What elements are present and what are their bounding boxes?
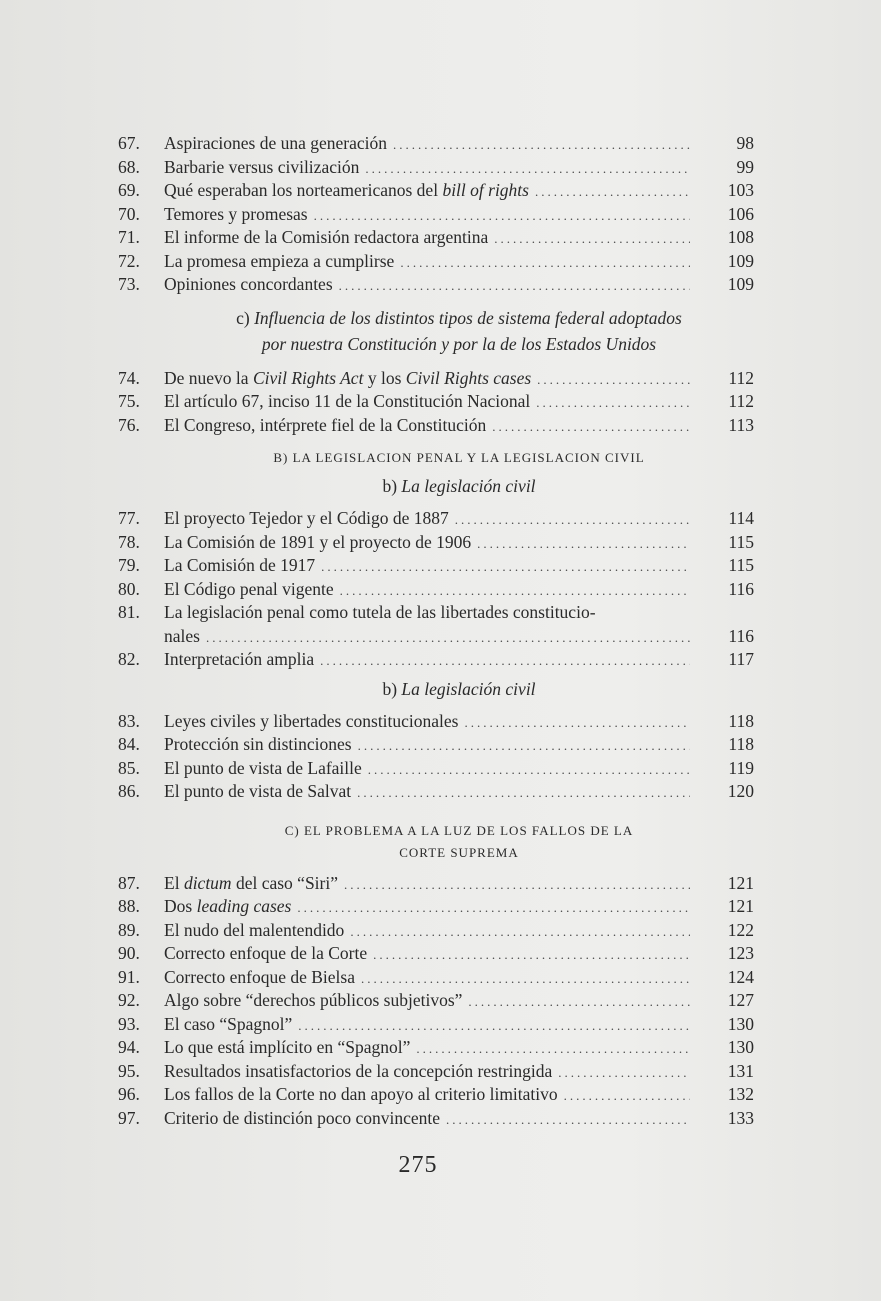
- entry-page: 121: [727, 896, 754, 916]
- entry-number: 83.: [118, 710, 140, 731]
- section-heading-C: [118, 820, 754, 864]
- entry-page: 133: [727, 1107, 754, 1128]
- entry-title: El Congreso, intérprete fiel de la Constitución: [164, 414, 487, 435]
- toc-entry: [118, 507, 754, 531]
- entry-page: 117: [728, 649, 754, 669]
- table-of-contents: [118, 132, 754, 1130]
- entry-number: 95.: [118, 1060, 140, 1081]
- entry-title: Leyes civiles y libertades constitucionales: [164, 710, 459, 731]
- entry-title-italic: bill of rights: [442, 180, 529, 200]
- toc-entry: [118, 554, 754, 578]
- subsection-heading: [118, 473, 754, 499]
- entry-page: 118: [728, 734, 754, 754]
- dot-leader: [339, 274, 690, 298]
- subsection-prefix: b): [382, 678, 402, 699]
- subsection-heading: [118, 676, 754, 702]
- dot-leader: [298, 1014, 690, 1038]
- toc-entry: [118, 156, 754, 180]
- dot-leader: [393, 133, 690, 157]
- section-heading-line2: por nuestra Constitución y por la de los Estados Unidos: [261, 333, 657, 354]
- entry-number: 72.: [118, 250, 140, 271]
- toc-entry: [118, 250, 754, 274]
- entry-number: 91.: [118, 966, 140, 987]
- entry-title: La promesa empieza a cumplirse: [164, 250, 395, 271]
- entry-title: [164, 367, 531, 391]
- entry-page: 114: [728, 508, 754, 528]
- section-heading-line1: Influencia de los distintos tipos de sistema federal adoptados: [254, 307, 682, 328]
- entry-number: 74.: [118, 367, 140, 388]
- entry-title: Opiniones concordantes: [164, 274, 333, 294]
- entry-page: 124: [727, 966, 754, 987]
- entry-number: 70.: [118, 203, 140, 224]
- dot-leader: [494, 227, 690, 251]
- toc-entry: [118, 390, 754, 414]
- entry-number: 79.: [118, 555, 140, 575]
- entry-title: [164, 872, 338, 896]
- dot-leader: [314, 204, 690, 228]
- entry-page: 108: [727, 227, 754, 247]
- subsection-prefix: b): [382, 476, 402, 496]
- entry-page: 113: [728, 414, 754, 435]
- entry-page: 112: [728, 367, 754, 388]
- entry-page: 98: [736, 133, 754, 153]
- entry-page: 130: [727, 1037, 754, 1057]
- page-number: 275: [398, 1152, 438, 1178]
- section-heading-influencia: [118, 305, 754, 357]
- entry-title-text: De nuevo la: [164, 367, 253, 388]
- entry-number: 73.: [118, 274, 140, 294]
- dot-leader: [373, 943, 690, 967]
- dot-leader: [340, 579, 690, 603]
- dot-leader: [536, 391, 690, 415]
- entry-title: Temores y promesas: [164, 203, 308, 224]
- dot-leader: [320, 649, 690, 673]
- entry-number: 90.: [118, 943, 140, 963]
- entry-page: 123: [727, 943, 754, 963]
- entry-number: 78.: [118, 531, 140, 552]
- entry-number: 89.: [118, 919, 140, 940]
- entry-title: Interpretación amplia: [164, 649, 315, 669]
- toc-entry: [118, 942, 754, 966]
- entry-page: 130: [727, 1013, 754, 1034]
- dot-leader: [446, 1108, 690, 1132]
- toc-entry: [118, 648, 754, 672]
- entry-number: 76.: [118, 414, 140, 435]
- entry-page: 106: [727, 203, 754, 224]
- toc-entry: [118, 578, 754, 602]
- entry-page: 99: [736, 156, 754, 177]
- entry-title-line1: La legislación penal como tutela de las libertades constitucio-: [164, 602, 596, 622]
- section-heading-line2: CORTE SUPREMA: [399, 844, 519, 860]
- entry-number: 71.: [118, 227, 140, 247]
- entry-number: 82.: [118, 649, 140, 669]
- dot-leader: [344, 873, 690, 897]
- toc-entry: [118, 531, 754, 555]
- entry-title: La Comisión de 1917: [164, 555, 316, 575]
- entry-title-italic: Civil Rights cases: [405, 367, 532, 388]
- subsection-title: La legislación civil: [401, 678, 536, 699]
- section-prefix: c): [236, 307, 255, 328]
- entry-title: El punto de vista de Salvat: [164, 781, 352, 801]
- entry-title: El Código penal vigente: [164, 578, 334, 599]
- toc-entry: [118, 710, 754, 734]
- dot-leader: [564, 1084, 690, 1108]
- dot-leader: [350, 920, 690, 944]
- toc-entry: [118, 966, 754, 990]
- subsection-title: La legislación civil: [401, 476, 536, 496]
- entry-number: 85.: [118, 757, 140, 778]
- entry-title-line2: nales: [164, 625, 200, 646]
- entry-page: 103: [727, 180, 754, 200]
- dot-leader: [465, 711, 691, 735]
- entry-number: 69.: [118, 180, 140, 200]
- toc-entry: [118, 872, 754, 896]
- toc-entry: [118, 367, 754, 391]
- toc-entry: [118, 179, 754, 203]
- entry-page: 131: [727, 1060, 754, 1081]
- toc-entry: [118, 601, 754, 648]
- dot-leader: [357, 781, 690, 805]
- dot-leader: [321, 555, 690, 579]
- entry-title-italic: leading cases: [196, 896, 292, 916]
- entry-title: Lo que está implícito en “Spagnol”: [164, 1037, 411, 1057]
- entry-number: 84.: [118, 734, 140, 754]
- dot-leader: [558, 1061, 690, 1085]
- entry-page: 119: [728, 757, 754, 778]
- dot-leader: [492, 415, 690, 439]
- entry-title: El artículo 67, inciso 11 de la Constitución Nacional: [164, 391, 531, 411]
- entry-title-text: El: [164, 872, 184, 893]
- entry-number: 67.: [118, 133, 140, 153]
- entry-title: El proyecto Tejedor y el Código de 1887: [164, 508, 449, 528]
- toc-entry: [118, 414, 754, 438]
- dot-leader: [400, 251, 690, 275]
- dot-leader: [361, 967, 690, 991]
- entry-number: 94.: [118, 1037, 140, 1057]
- section-heading-B: B) LA LEGISLACION PENAL Y LA LEGISLACION CIVIL: [273, 450, 645, 465]
- entry-title: El caso “Spagnol”: [164, 1013, 293, 1034]
- toc-entry: [118, 203, 754, 227]
- toc-entry: [118, 757, 754, 781]
- toc-entry: [118, 273, 754, 297]
- entry-title: El punto de vista de Lafaille: [164, 757, 362, 778]
- entry-page: 120: [727, 781, 754, 801]
- entry-page: 122: [727, 919, 754, 940]
- entry-page: 112: [728, 391, 754, 411]
- entry-title: Criterio de distinción poco convincente: [164, 1107, 441, 1128]
- dot-leader: [537, 368, 690, 392]
- toc-entry: [118, 895, 754, 919]
- entry-page: 118: [728, 710, 754, 731]
- entry-title: Correcto enfoque de Bielsa: [164, 966, 355, 987]
- entry-page: 132: [727, 1084, 754, 1104]
- entry-title: Algo sobre “derechos públicos subjetivos”: [164, 990, 463, 1010]
- entry-number: 92.: [118, 990, 140, 1010]
- dot-leader: [368, 758, 690, 782]
- entry-number: 93.: [118, 1013, 140, 1034]
- toc-entry: [118, 132, 754, 156]
- entry-number: 80.: [118, 578, 140, 599]
- toc-entry: [118, 1083, 754, 1107]
- entry-page: 115: [728, 555, 754, 575]
- entry-page: 127: [727, 990, 754, 1010]
- entry-number: 87.: [118, 872, 140, 893]
- entry-page: 109: [727, 274, 754, 294]
- toc-entry: [118, 989, 754, 1013]
- dot-leader: [297, 896, 690, 920]
- entry-number: 68.: [118, 156, 140, 177]
- dot-leader: [358, 734, 690, 758]
- entry-number: 96.: [118, 1084, 140, 1104]
- entry-number: 97.: [118, 1107, 140, 1128]
- entry-page: 115: [728, 531, 754, 552]
- entry-page: 109: [727, 250, 754, 271]
- toc-entry: [118, 733, 754, 757]
- entry-title-text: Dos: [164, 896, 197, 916]
- toc-entry: [118, 919, 754, 943]
- toc-entry: [118, 226, 754, 250]
- entry-title: Resultados insatisfactorios de la concepción restringida: [164, 1060, 553, 1081]
- entry-page: 121: [727, 872, 754, 893]
- dot-leader: [477, 532, 690, 556]
- entry-number: 86.: [118, 781, 140, 801]
- entry-number: 81.: [118, 602, 140, 622]
- section-heading-line1: C) EL PROBLEMA A LA LUZ DE LOS FALLOS DE LA: [284, 822, 634, 838]
- entry-page: 116: [728, 625, 754, 646]
- entry-title: El informe de la Comisión redactora argentina: [164, 227, 489, 247]
- toc-entry: [118, 1060, 754, 1084]
- entry-title: La Comisión de 1891 y el proyecto de 1906: [164, 531, 472, 552]
- toc-entry: [118, 780, 754, 804]
- entry-title-text: del caso “Siri”: [231, 872, 338, 893]
- entry-title: [164, 895, 291, 919]
- entry-page: 116: [728, 578, 754, 599]
- dot-leader: [416, 1037, 690, 1061]
- entry-title: Aspiraciones de una generación: [164, 133, 388, 153]
- dot-leader: [468, 990, 690, 1014]
- entry-title-italic: dictum: [183, 872, 232, 893]
- entry-title-text: Qué esperaban los norteamericanos del: [164, 180, 443, 200]
- entry-title: El nudo del malentendido: [164, 919, 345, 940]
- entry-title: Barbarie versus civilización: [164, 156, 360, 177]
- dot-leader: [206, 626, 690, 650]
- entry-title: [164, 179, 529, 203]
- toc-entry: [118, 1036, 754, 1060]
- toc-entry: [118, 1107, 754, 1131]
- entry-title-text: y los: [363, 367, 406, 388]
- entry-title: Los fallos de la Corte no dan apoyo al criterio limitativo: [164, 1084, 558, 1104]
- entry-number: 75.: [118, 391, 140, 411]
- entry-title-italic: Civil Rights Act: [252, 367, 364, 388]
- toc-entry: [118, 1013, 754, 1037]
- dot-leader: [455, 508, 690, 532]
- dot-leader: [535, 180, 690, 204]
- dot-leader: [365, 157, 690, 181]
- entry-title: Correcto enfoque de la Corte: [164, 943, 368, 963]
- entry-title: Protección sin distinciones: [164, 734, 352, 754]
- entry-number: 88.: [118, 896, 140, 916]
- entry-number: 77.: [118, 508, 140, 528]
